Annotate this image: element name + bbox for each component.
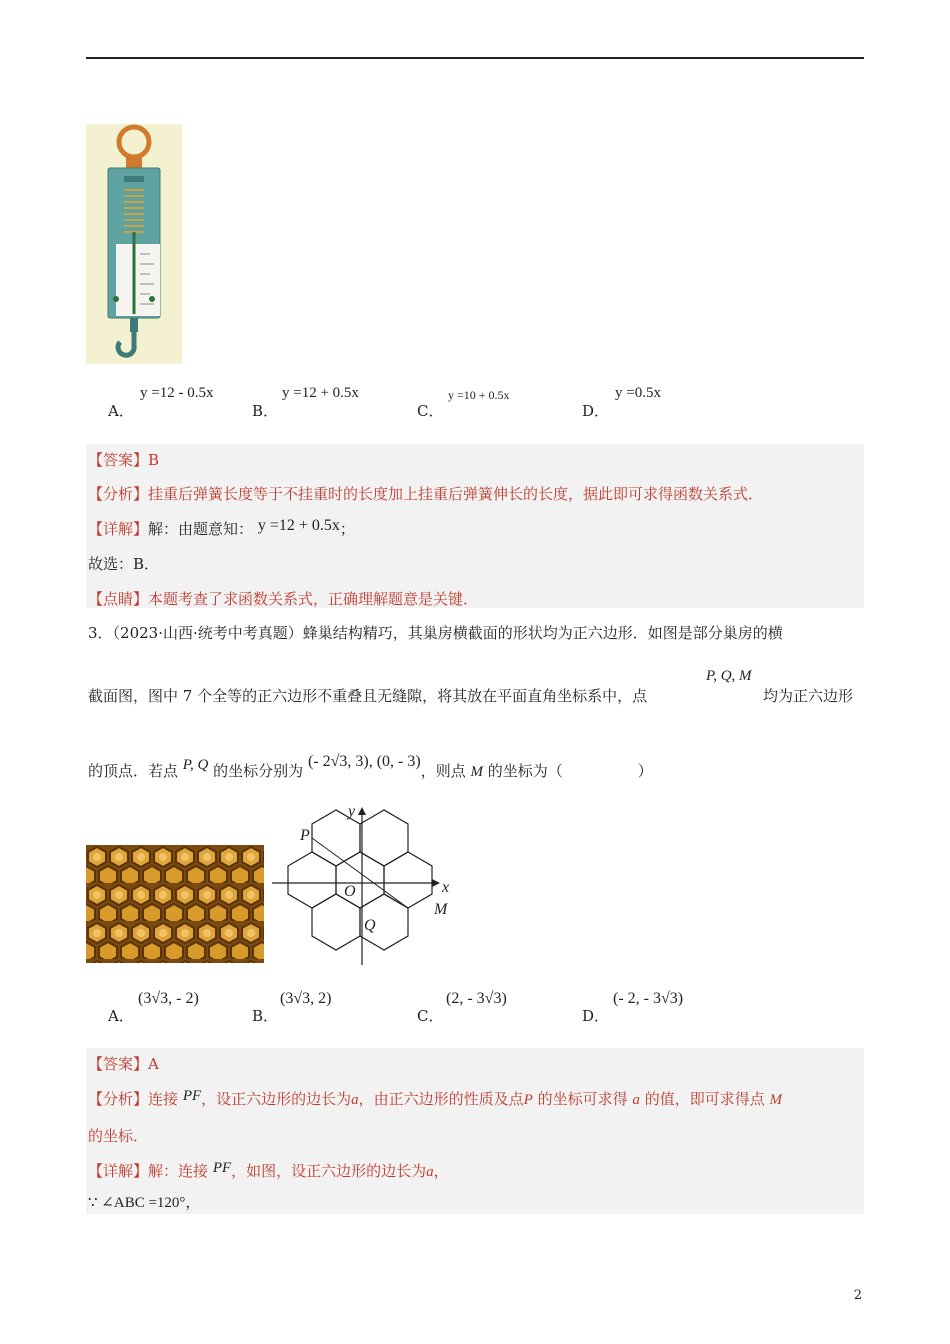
q2-solution-panel [86, 444, 864, 608]
q2-option-a-label: A． [108, 402, 134, 420]
figure-label-x: x [442, 879, 450, 896]
q3-detail-tag: 【详解】 [88, 1162, 149, 1180]
q2-comment-tag: 【点睛】 [88, 590, 149, 608]
q3-line3-c: ，则点 [420, 762, 466, 780]
q2-detail-line [88, 518, 355, 539]
q3-analysis-m: M [769, 1092, 782, 1108]
q3-analysis-line [88, 1088, 782, 1109]
q3-statement-line-1: 3．（2023·山西·统考中考真题）蜂巢结构精巧，其巢房横截面的形状均为正六边形．如图是部分巢房的横 [88, 624, 783, 642]
spring-scale-figure [86, 124, 182, 364]
q3-answer-value: A [148, 1055, 159, 1073]
page-number: 2 [853, 1288, 862, 1303]
q2-analysis-text: 挂重后弹簧长度等于不挂重时的长度加上挂重后弹簧伸长的长度，据此即可求得函数关系式． [148, 485, 764, 503]
q2-analysis-line [88, 483, 763, 504]
q3-option-c-coord: (2, - 3√3) [446, 990, 507, 1007]
q3-line3-pq: P, Q [182, 757, 209, 773]
q2-comment-text: 本题考查了求函数关系式，正确理解题意是关键． [148, 590, 479, 608]
q3-detail-line [88, 1160, 449, 1181]
q3-statement-line-2a: 截面图，图中 7 个全等的正六边形不重叠且无缝隙，将其放在平面直角坐标系中，点 [88, 687, 648, 705]
q3-analysis-pf: PF [182, 1088, 202, 1104]
q3-detail-c: ， [433, 1162, 449, 1180]
q2-detail-tag: 【详解】 [88, 520, 149, 538]
q2-option-b-formula: y =12 + 0.5x [282, 385, 359, 401]
q3-detail-a-var: a [426, 1164, 434, 1180]
q3-option-b-label: B． [252, 1007, 279, 1025]
q2-choose-line: 故选：B． [88, 555, 160, 573]
q2-detail-suffix: ； [339, 520, 355, 538]
figure-label-y: y [348, 803, 356, 820]
q3-analysis-line-2: 的坐标． [88, 1127, 149, 1145]
q3-analysis-d: 的坐标可求得 [537, 1090, 628, 1108]
q2-option-c-label: C． [417, 402, 444, 420]
q3-analysis-b: ，设正六边形的边长为 [201, 1090, 352, 1108]
q3-points-label: P, Q, M [706, 668, 752, 684]
q3-option-a-label: A． [108, 1007, 134, 1025]
hexagon-grid-diagram [268, 803, 458, 969]
q3-detail-pf: PF [212, 1160, 232, 1176]
q3-line3-d: 的坐标为（ ） [487, 762, 653, 780]
q3-option-d-label: D． [582, 1007, 610, 1025]
q3-solution-panel [86, 1048, 864, 1214]
q3-statement-line-2b: 均为正六边形 [763, 687, 854, 705]
q3-line3-coords: (- 2√3, 3), (0, - 3) [307, 753, 421, 770]
q2-answer-value: B [148, 451, 160, 469]
q2-detail-prefix: 解：由题意知： [148, 520, 254, 538]
q2-option-d-formula: y =0.5x [615, 385, 661, 401]
spring-scale-icon [86, 124, 182, 364]
q2-answer-line [88, 449, 159, 470]
hexagon-coordinate-figure [268, 803, 458, 969]
q3-line3-m: M [470, 764, 483, 780]
q3-statement-line-3 [88, 753, 653, 781]
q2-analysis-tag: 【分析】 [88, 485, 149, 503]
q3-detail-b: ，如图，设正六边形的边长为 [231, 1162, 427, 1180]
honeycomb-texture-icon [86, 845, 264, 963]
q3-because-line [88, 1191, 200, 1212]
q3-analysis-c: ，由正六边形的性质及点 [358, 1090, 524, 1108]
q3-line3-b: 的坐标分别为 [213, 762, 304, 780]
q3-analysis-tag: 【分析】 [88, 1090, 149, 1108]
q2-comment-line [88, 588, 478, 609]
q3-option-b-coord: (3√3, 2) [280, 990, 332, 1007]
q3-analysis-p: P [523, 1092, 533, 1108]
q3-option-c-label: C． [417, 1007, 444, 1025]
q2-answer-tag: 【答案】 [88, 451, 149, 469]
figure-label-o: O [344, 883, 356, 900]
q2-option-b-label: B． [252, 402, 279, 420]
q3-option-a-coord: (3√3, - 2) [138, 990, 199, 1007]
q3-because-tail: ， [185, 1193, 201, 1211]
q2-detail-formula: y =12 + 0.5x [257, 517, 340, 534]
figure-label-q: Q [364, 917, 376, 934]
header-rule [86, 57, 864, 59]
q2-option-d-label: D． [582, 402, 610, 420]
q3-analysis-a-var2: a [632, 1092, 640, 1108]
q3-answer-line [88, 1053, 159, 1074]
q3-analysis-a-var: a [351, 1092, 359, 1108]
q2-option-a-formula: y =12 - 0.5x [140, 385, 214, 401]
q3-detail-a: 解：连接 [148, 1162, 209, 1180]
honeycomb-photo [86, 845, 264, 963]
q3-analysis-a: 连接 [148, 1090, 179, 1108]
q2-option-c-formula: y =10 + 0.5x [448, 388, 510, 402]
q3-analysis-e: 的值，即可求得点 [644, 1090, 765, 1108]
figure-label-p: P [300, 827, 310, 844]
q3-line3-a: 的顶点．若点 [88, 762, 179, 780]
q3-answer-tag: 【答案】 [88, 1055, 149, 1073]
q3-option-d-coord: (- 2, - 3√3) [613, 990, 684, 1007]
q3-because-formula: ∵ ∠ABC =120° [88, 1195, 186, 1211]
figure-label-m: M [434, 901, 448, 918]
